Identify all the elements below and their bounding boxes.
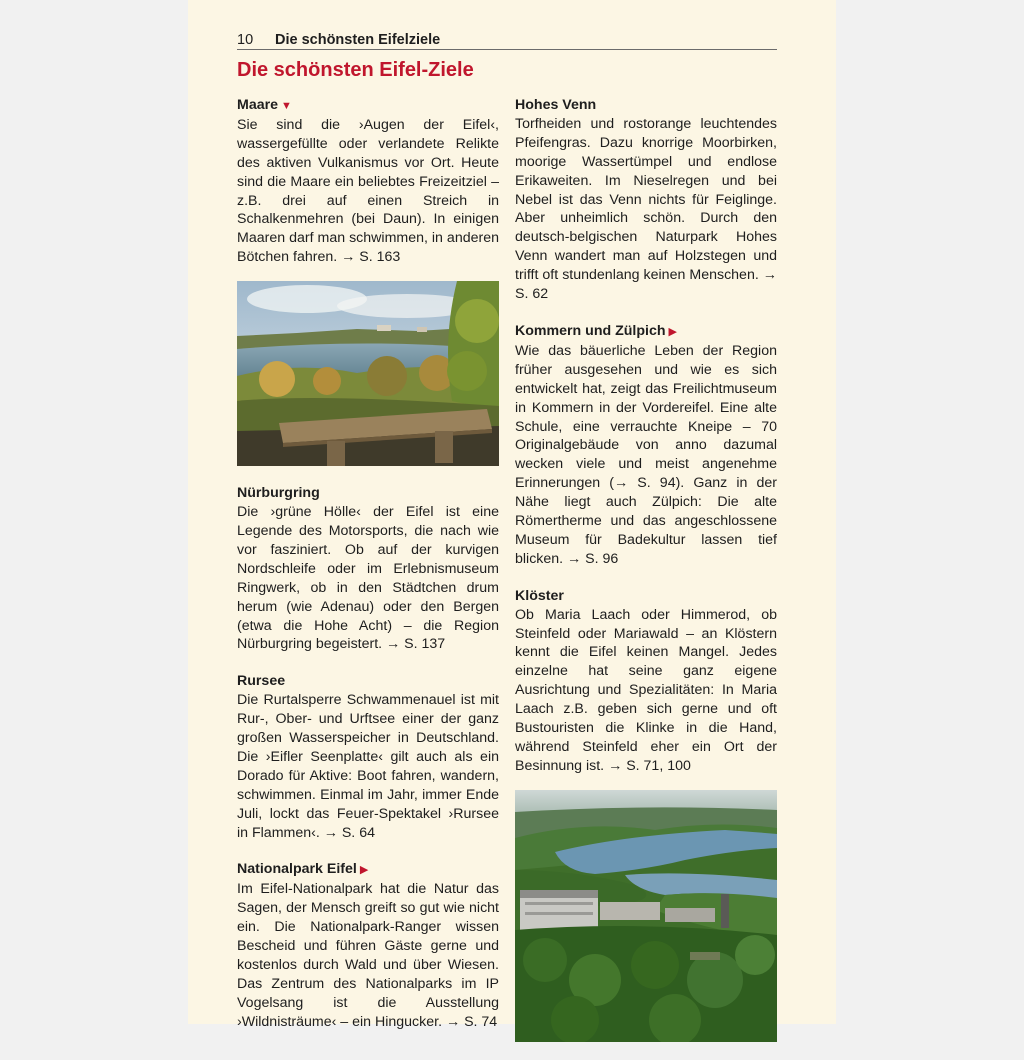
section-maare [237,96,499,267]
section-nuerburgring [237,484,499,654]
section-text: Wie das bäuerliche Leben der Region früher ausgesehen und wie es sich entwickelt hat, zeigt das Freilichtmuseum in Kommern in der Vordereifel. Eine alte Schule, eine verrauchte Kneipe – 70 Originalgebäude von anno dazumal wecken viele und meist angenehme Erinnerungen (→ S. 94). Ganz in der Nähe liegt auch Zülpich: Die alte Römertherme und das angeschlossene Museum für Badekultur lassen tief blicken. → S. 96 [515,342,777,567]
section-rursee [237,672,499,842]
page-number: 10 [237,32,254,48]
section-heading: Rursee [237,673,286,690]
running-title: Die schönsten Eifelziele [275,32,441,48]
section-text: Die Rurtalsperre Schwammenauel ist mit Rur-, Ober- und Urftsee einer der ganz großen Wasserspeicher in Deutschland. Die ›Eifler Seenplatte‹ gilt auch als ein Dorado für Aktive: Boot fahren, wandern, schwimmen. Einmal im Jahr, immer Ende Juli, lockt das Feuer-Spektakel ›Rursee in Flammen‹. → S. 64 [237,692,499,841]
right-column [515,96,777,1060]
section-nationalpark [237,860,499,1031]
section-heading: Hohes Venn [515,97,597,113]
section-text: Ob Maria Laach oder Himmerod, ob Steinfeld oder Mariawald – an Klöstern kennt die Eifel keinen Mangel. Jedes einzelne hat seine ganz eigene Ausrichtung und Spezialitäten: In Maria Laach z.B. geben sich gerne und oft Bustouristen die Klinke in die Hand, während Steinfeld eher ein Ort der Besinnung ist. → S. 71, 100 [515,606,777,774]
section-text: Im Eifel-Nationalpark hat die Natur das Sagen, der Mensch greift so gut wie nicht ein. Die Nationalpark-Ranger wissen Bescheid und führen Gäste gerne und kostenlos durch Wald und über Wiesen. Das Zentrum des Nationalparks im IP Vogelsang ist die Ausstellung ›Wildnisträume‹ – ein Hingucker. → S. 74 [237,881,499,1030]
section-heading: Nationalpark Eifel ▶ [237,861,369,878]
maar-lake-photo [237,281,499,466]
vogelsang-aerial-photo [515,790,777,1042]
section-text: Die ›grüne Hölle‹ der Eifel ist eine Legende des Motorsports, die nach wie vor fasziniert. Ob auf der kurvigen Nordschleife oder im Erlebnismuseum Ringwerk, ob in den Städtchen drum herum (wie Adenau) oder den Bergen (etwa die Hohe Acht) – die Region Nürburgring begeistert. → S. 137 [237,504,499,653]
section-kloester [515,587,777,776]
page-title: Die schönsten Eifel-Ziele [237,59,474,81]
section-heading: Maare ▼ [237,97,292,113]
section-text: Torfheiden und rostorange leuchtendes Pfeifengras. Dazu knorrige Moorbirken, moorige Wassertümpel und endlose Erikaweiten. Im Nieselregen und bei Nebel ist das Venn nichts für Feiglinge. Aber unheimlich schön. Durch den deutsch-belgischen Naturpark Hohes Venn wandert man auf Holzstegen und trifft oft stundenlang keinen Menschen. → S. 62 [515,115,777,303]
arrow-right-marker-icon: ▶ [668,325,678,338]
arrow-down-marker-icon: ▼ [281,100,292,112]
section-heading: Kommern und Zülpich ▶ [515,322,678,339]
section-heading: Klöster [515,587,564,604]
arrow-right-marker-icon: ▶ [359,864,369,877]
section-hohes-venn [515,96,777,304]
left-column [237,96,499,1050]
section-heading: Nürburgring [237,485,320,502]
book-page [188,0,836,1030]
section-kommern [515,322,777,569]
section-text: Sie sind die ›Augen der Eifel‹, wassergefüllte oder verlandete Relikte des aktiven Vulkanismus vor Ort. Heute sind die Maare ein beliebtes Freizeitziel – z.B. drei auf einen Streich in Schalkenmehren (bei Daun). In einigen Maaren darf man schwimmen, in anderen Bötchen fahren. → S. 163 [237,116,499,266]
running-header [237,31,777,50]
